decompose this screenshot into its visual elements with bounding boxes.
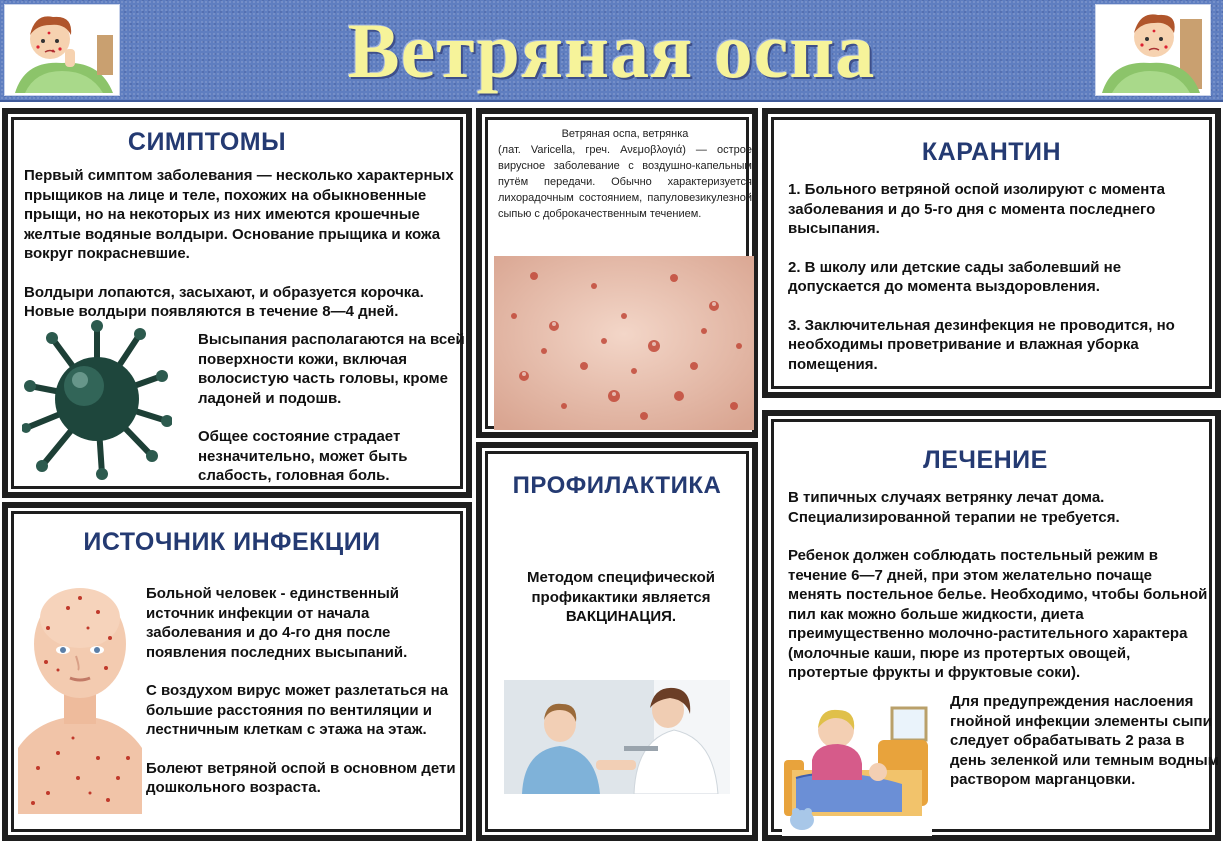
prevention-title: ПРОФИЛАКТИКА [512, 472, 722, 499]
prevention-text: Методом специфической профикактики является ВАКЦИНАЦИЯ. [527, 569, 715, 625]
definition-text [498, 126, 752, 222]
infection-source-title: ИСТОЧНИК ИНФЕКЦИИ [83, 528, 381, 556]
treatment-p2: Ребенок должен соблюдать постельный режим в течение 6—7 дней, при этом желательно почаще менять постельное белье. Необходимо, чтобы больной пил как можно больше жидкости, диета преимущественно молочно-растительного характера (молочные каши, пюре из протертых овощей, протертые фрукты и фруктовые соки). [788, 547, 1208, 681]
quarantine-p3: 3. Заключительная дезинфекция не проводится, но необходимы проветривание и влажная уборка помещения. [788, 316, 1175, 373]
quarantine-p1: 1. Больного ветряной оспой изолируют с момента заболевания и до 5-го дня с момента последнего высыпания. [788, 181, 1166, 237]
rash-skin-photo [494, 256, 754, 430]
treatment-title: ЛЕЧЕНИЕ [923, 446, 1048, 474]
definition-head: Ветряная оспа, ветрянка [561, 128, 689, 140]
quarantine-text [788, 180, 1208, 374]
treatment-panel [762, 410, 1221, 841]
header-banner [0, 0, 1223, 102]
symptoms-title: СИМПТОМЫ [127, 128, 287, 156]
infection-source-text [146, 584, 468, 798]
infection-source-p3: Болеют ветряной оспой в основном дети дошкольного возраста. [146, 759, 456, 796]
child-with-rash-illustration [18, 578, 142, 814]
quarantine-p2: 2. В школу или детские сады заболевший не допускается до момента выздоровления. [788, 258, 1122, 295]
symptoms-p1: Первый симптом заболевания — несколько характерных прыщиков на лице и теле, похожих на обыкновенные прыщи, но на некоторых из них имеются крошечные желтые водяные волдыри. Основание прыщика и кожа вокруг покрасневшие. [24, 167, 454, 262]
definition-panel [476, 108, 758, 438]
virus-illustration [22, 316, 172, 482]
symptoms-text-top [24, 166, 464, 322]
grandma-child-illustration [782, 700, 932, 836]
treatment-text-bottom: Для предупреждения наслоения гнойной инфекции элементы сыпи следует обрабатывать 2 раза в день зеленкой или темным водным раствором марганцовки. [950, 693, 1219, 788]
treatment-text-top [788, 488, 1208, 683]
definition-body: (лат. Varicella, греч. Ανεμοβλογιά) — острое вирусное заболевание с воздушно-капельным путём передачи. Обычно характеризуется лихорадочным состоянием, папуловезикулезной сыпью с доброкачественным течением. [498, 144, 752, 220]
infection-source-p2: С воздухом вирус может разлетаться на большие расстояния по вентиляции и лестничным клеткам с этажа на этаж. [146, 682, 449, 738]
sick-child-illustration-right [1095, 4, 1211, 96]
page-title: Ветряная оспа [347, 7, 876, 94]
symptoms-p2: Волдыри лопаются, засыхают, и образуется корочка. Новые волдыри появляются в течение 8—4 дней. [24, 283, 424, 320]
infection-source-p1: Больной человек - единственный источник инфекции от начала заболевания и до 4-го дня после появления последних высыпаний. [146, 585, 408, 661]
symptoms-p4: Общее состояние страдает незначительно, может быть слабость, головная боль. [198, 428, 408, 484]
prevention-panel [476, 442, 758, 841]
symptoms-panel [2, 108, 472, 498]
infection-source-panel [2, 502, 472, 841]
treatment-p1: В типичных случаях ветрянку лечат дома. Специализированной терапии не требуется. [788, 489, 1120, 526]
vaccination-photo [504, 680, 730, 794]
quarantine-panel [762, 108, 1221, 398]
symptoms-text-bottom [198, 330, 468, 486]
quarantine-title: КАРАНТИН [921, 138, 1062, 166]
symptoms-p3: Высыпания располагаются на всей поверхности кожи, включая волосистую часть головы, кроме ладоней и подошв. [198, 331, 465, 407]
